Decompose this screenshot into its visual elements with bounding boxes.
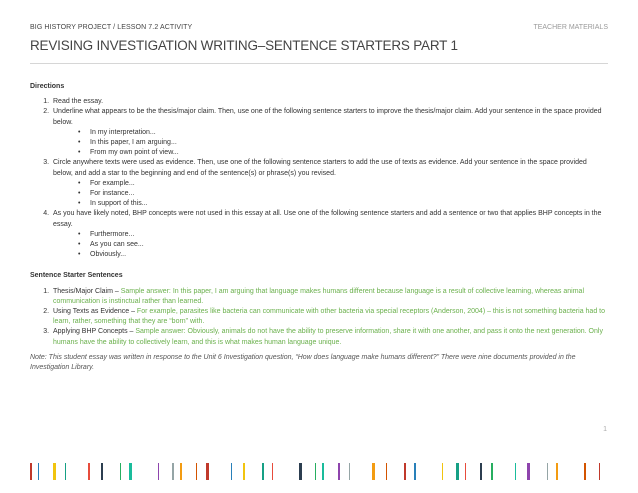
- color-bar: [272, 463, 273, 480]
- color-bar: [404, 463, 406, 480]
- sentence-starter: • As you can see...: [78, 240, 608, 250]
- direction-step-text: Read the essay.: [53, 98, 104, 106]
- color-bar: [547, 463, 548, 480]
- direction-step: [51, 107, 608, 158]
- sample-answer-text: Sample answer: Obviously, animals do not have the ability to preserve information, share it with one another, and pass it onto the next generation. Only humans have the ability to collectively learn, and this is what makes human language unique.: [53, 328, 603, 346]
- sentence-starter: • In my interpretation...: [78, 128, 608, 138]
- color-bar: [349, 463, 350, 480]
- document-body: [30, 82, 608, 373]
- color-bar: [88, 463, 90, 480]
- color-bar: [372, 463, 375, 480]
- color-bar: [456, 463, 459, 480]
- color-bar: [262, 463, 264, 480]
- sentence-starter-list: [53, 128, 608, 159]
- color-bar: [120, 463, 121, 480]
- color-bar: [158, 463, 159, 480]
- color-bar: [101, 463, 103, 480]
- sample-answer-item: [51, 287, 608, 307]
- color-bar: [196, 463, 197, 480]
- sample-answer-text: For example, parasites like bacteria can communicate with other bacteria via special receptors (Anderson, 2004) – this is not something bacteria had to learn, rather, something that they are “born” with.: [53, 308, 605, 326]
- sample-answer-text: Sample answer: In this paper, I am arguing that language makes humans different because language is a result of collective learning, whereas animal communication is instinctual rather than learned.: [53, 287, 584, 305]
- header-divider: [30, 63, 608, 64]
- direction-step-text: As you have likely noted, BHP concepts were not used in this essay at all. Use one of the following sentence starters and add a sentence or two that applies BHP concepts in the essay.: [53, 210, 602, 228]
- color-bar: [206, 463, 209, 480]
- footnote: Note: This student essay was written in response to the Unit 6 Investigation question, “How does language make humans different?” There were nine documents provided in the Investigation Library.: [30, 353, 576, 372]
- direction-step-text: Underline what appears to be the thesis/major claim. Then, use one of the following sentence starters to improve the thesis/major claim. Add your sentence in the space provided below.: [53, 108, 602, 126]
- color-bar: [243, 463, 245, 480]
- directions-list: [30, 97, 608, 260]
- sentence-starter: • From my own point of view...: [78, 148, 608, 158]
- color-bar: [30, 463, 32, 480]
- sentence-starter-list: [53, 179, 608, 210]
- color-bar: [442, 463, 443, 480]
- color-bar: [172, 463, 174, 480]
- color-bar: [414, 463, 416, 480]
- sentence-starter-list: [53, 230, 608, 261]
- sentence-starter: • For instance...: [78, 189, 608, 199]
- teacher-materials-label: TEACHER MATERIALS: [533, 24, 608, 31]
- color-bar: [322, 463, 324, 480]
- color-bar: [53, 463, 56, 480]
- sentence-starter: • For example...: [78, 179, 608, 189]
- color-bar: [584, 463, 586, 480]
- decorative-color-bars: [30, 463, 608, 480]
- sample-answer-item: [51, 307, 608, 327]
- direction-step: [51, 158, 608, 209]
- color-bar: [180, 463, 182, 480]
- sentence-starter: • Obviously...: [78, 250, 608, 260]
- color-bar: [386, 463, 387, 480]
- page-title: REVISING INVESTIGATION WRITING–SENTENCE STARTERS PART 1: [30, 38, 458, 53]
- sentence-starter: • In this paper, I am arguing...: [78, 138, 608, 148]
- color-bar: [527, 463, 530, 480]
- sentence-starter: • In support of this...: [78, 199, 608, 209]
- breadcrumb: BIG HISTORY PROJECT / LESSON 7.2 ACTIVITY: [30, 24, 193, 31]
- color-bar: [38, 463, 39, 480]
- color-bar: [599, 463, 600, 480]
- color-bar: [465, 463, 466, 480]
- answer-label: Using Texts as Evidence –: [53, 308, 137, 316]
- color-bar: [480, 463, 482, 480]
- color-bar: [491, 463, 493, 480]
- page-number: 1: [603, 426, 607, 433]
- color-bar: [129, 463, 132, 480]
- color-bar: [556, 463, 558, 480]
- color-bar: [515, 463, 516, 480]
- sentence-starters-heading: Sentence Starter Sentences: [30, 272, 123, 280]
- color-bar: [231, 463, 232, 480]
- direction-step: [51, 209, 608, 260]
- answer-label: Thesis/Major Claim –: [53, 287, 121, 295]
- sample-answer-item: [51, 327, 608, 347]
- direction-step-text: Circle anywhere texts were used as evidence. Then, use one of the following sentence starters to add the use of texts as evidence. Add your sentence in the space provided below, and add a star to the beginning and end of the sentence(s) or phrase(s) you revised.: [53, 159, 587, 177]
- color-bar: [299, 463, 302, 480]
- color-bar: [65, 463, 66, 480]
- sample-answers-list: [30, 287, 608, 348]
- direction-step: [51, 97, 608, 107]
- color-bar: [315, 463, 316, 480]
- color-bar: [338, 463, 340, 480]
- sentence-starter: • Furthermore...: [78, 230, 608, 240]
- answer-label: Applying BHP Concepts –: [53, 328, 136, 336]
- directions-heading: Directions: [30, 83, 65, 90]
